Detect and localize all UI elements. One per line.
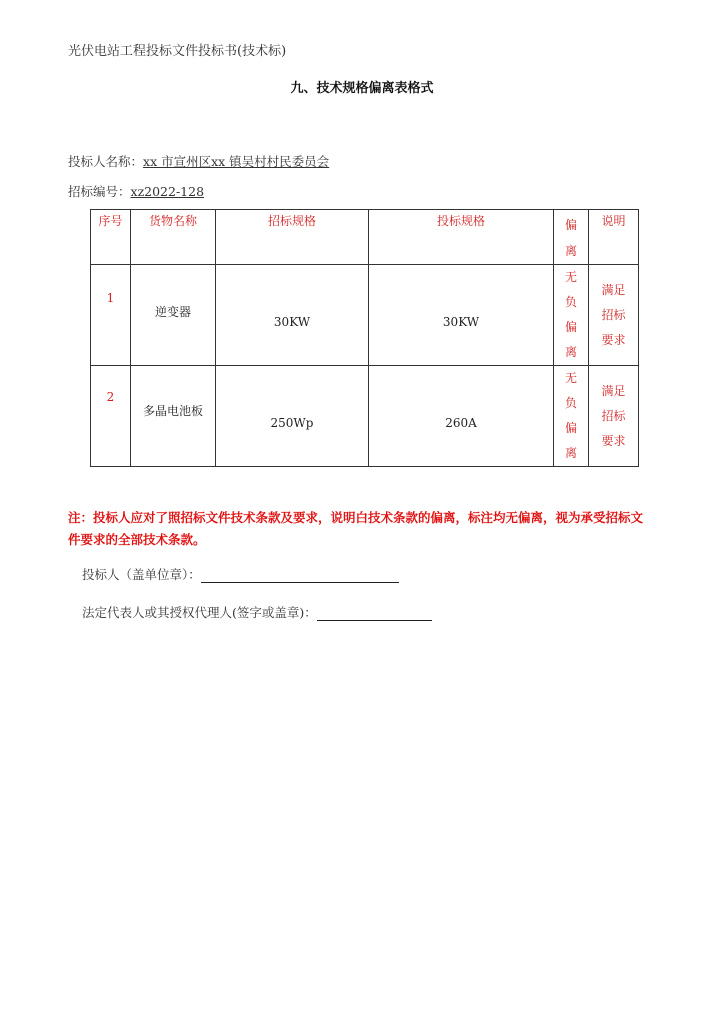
row-deviation: 无 负 偏 离	[554, 265, 589, 366]
table-row	[91, 366, 639, 467]
representative-signature-label: 法定代表人或其授权代理人(签字或盖章)：	[82, 605, 317, 620]
table-header-row	[91, 210, 639, 265]
row-bid-spec: 30KW	[369, 265, 554, 366]
note-text: 注：投标人应对了照招标文件技术条款及要求，说明白技术条款的偏离，标注均无偏离，视为承受招标文 件要求的全部技术条款。	[68, 510, 644, 547]
header-name: 货物名称	[131, 210, 216, 265]
header-tender-spec: 招标规格	[216, 210, 369, 265]
bidder-name-label: 投标人名称：	[68, 154, 144, 169]
row-name: 多晶电池板	[131, 366, 216, 467]
tender-number-label: 招标编号：	[68, 184, 131, 199]
row-bid-spec: 260A	[369, 366, 554, 467]
row-no: 2	[91, 366, 131, 467]
row-deviation: 无 负 偏 离	[554, 366, 589, 467]
row-remark: 满足 招标 要求	[589, 366, 639, 467]
header-no: 序号	[91, 210, 131, 265]
bidder-name-field	[68, 152, 335, 170]
row-tender-spec: 30KW	[216, 265, 369, 366]
page-title: 九、技术规格偏离表格式	[290, 81, 434, 96]
row-no: 1	[91, 265, 131, 366]
bidder-signature-label: 投标人（盖单位章）：	[82, 567, 201, 582]
header-bid-spec: 投标规格	[369, 210, 554, 265]
bidder-name-value: xx 市宣州区xx 镇吴村村民委员会	[143, 154, 330, 169]
tender-number-field	[68, 182, 210, 200]
representative-signature-field	[82, 603, 432, 621]
deviation-table	[90, 209, 639, 467]
bidder-signature-field	[82, 565, 399, 583]
table-row	[91, 265, 639, 366]
representative-signature-line	[317, 606, 432, 621]
bidder-signature-line	[201, 568, 399, 583]
row-tender-spec: 250Wp	[216, 366, 369, 467]
tender-number-value: xz2022-128	[130, 184, 205, 199]
header-deviation: 偏 离	[554, 210, 589, 265]
document-header: 光伏电站工程投标文件投标书(技术标)	[68, 44, 287, 59]
header-remark: 说明	[589, 210, 639, 265]
row-name: 逆变器	[131, 265, 216, 366]
row-remark: 满足 招标 要求	[589, 265, 639, 366]
